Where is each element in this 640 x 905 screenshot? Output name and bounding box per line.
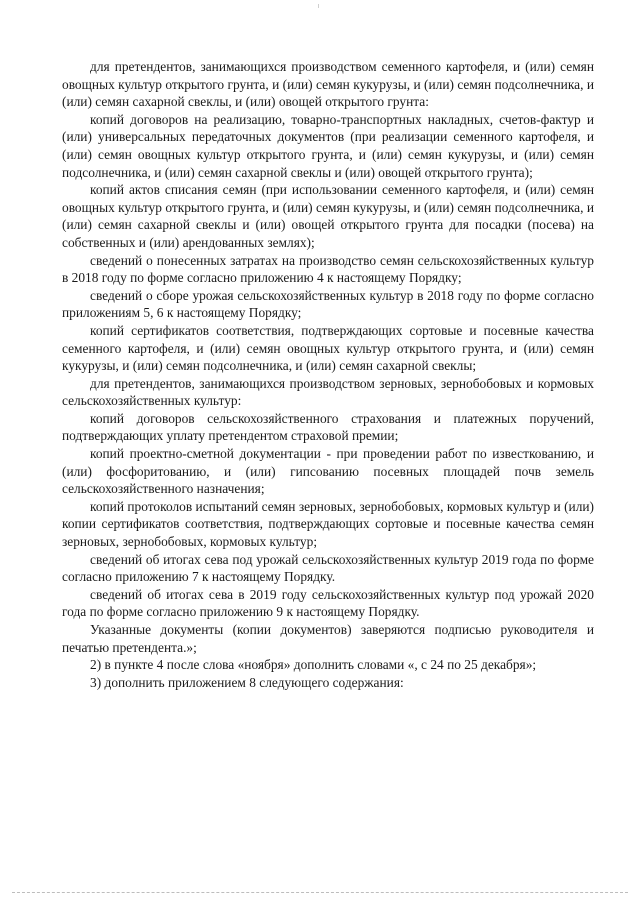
paragraph: для претендентов, занимающихся производством семенного картофеля, и (или) семян овощных культур открытого грунта, и (или) семян кукурузы, и (или) семян подсолнечника, и (или) семян сахарной свеклы, и (или) овощей открытого грунта: (62, 59, 594, 110)
page-bottom-edge (12, 892, 628, 893)
scan-mark (318, 4, 319, 8)
paragraph: 2) в пункте 4 после слова «ноября» дополнить словами «, с 24 по 25 декабря»; (90, 657, 537, 673)
paragraph: Указанные документы (копии документов) заверяются подписью руководителя и печатью претендента.»; (62, 622, 594, 655)
document-body (62, 58, 594, 691)
paragraph: сведений об итогах сева в 2019 году сельскохозяйственных культур под урожай 2020 года по форме согласно приложению 9 к настоящему Порядку. (62, 586, 594, 620)
paragraph: сведений об итогах сева под урожай сельскохозяйственных культур 2019 года по форме согласно приложению 7 к настоящему Порядку. (62, 551, 594, 585)
paragraph: копий договоров на реализацию, товарно-транспортных накладных, счетов-фактур и (или) универсальных передаточных документов (при реализации семенного картофеля, и (или) семян овощных культур открытого грунта, и (или) семян кукурузы, и (или) семян подсолнечника, и (или) семян сахарной свеклы и (или) овощей открытого грунта); (62, 111, 594, 180)
paragraph: сведений о сборе урожая сельскохозяйственных культур в 2018 году по форме согласно приложениям 5, 6 к настоящему Порядку; (62, 287, 594, 321)
paragraph: копий договоров сельскохозяйственного страхования и платежных поручений, подтверждающих уплату претендентом страховой премии; (62, 410, 594, 444)
paragraph: сведений о понесенных затратах на производство семян сельскохозяйственных культур в 2018 году по форме согласно приложению 4 к настоящему Порядку; (62, 252, 594, 286)
paragraph: копий проектно-сметной документации - при проведении работ по известкованию, и (или) фосфоритованию, и (или) гипсованию посевных площадей почв земель сельскохозяйственного назначения; (62, 446, 594, 497)
paragraph: копий актов списания семян (при использовании семенного картофеля, и (или) семян овощных культур открытого грунта, и (или) семян кукурузы, и (или) семян подсолнечника, и (или) семян сахарной свеклы и (или) овощей открытого грунта для посадки (посева) на собственных и (или) арендованных землях); (62, 182, 594, 250)
paragraph: 3) дополнить приложением 8 следующего содержания: (90, 674, 404, 690)
paragraph: копий протоколов испытаний семян зерновых, зернобобовых, кормовых культур и (или) копии сертификатов соответствия, подтверждающих сортовые и посевные качества семян зерновых, зернобобовых, кормовых культур; (62, 498, 594, 550)
paragraph: копий сертификатов соответствия, подтверждающих сортовые и посевные качества семенного картофеля, и (или) семян овощных культур открытого грунта, и (или) семян кукурузы, и (или) семян подсолнечника, и (или) семян сахарной свеклы; (62, 322, 594, 374)
paragraph: для претендентов, занимающихся производством зерновых, зернобобовых и кормовых сельскохозяйственных культур: (62, 375, 594, 409)
